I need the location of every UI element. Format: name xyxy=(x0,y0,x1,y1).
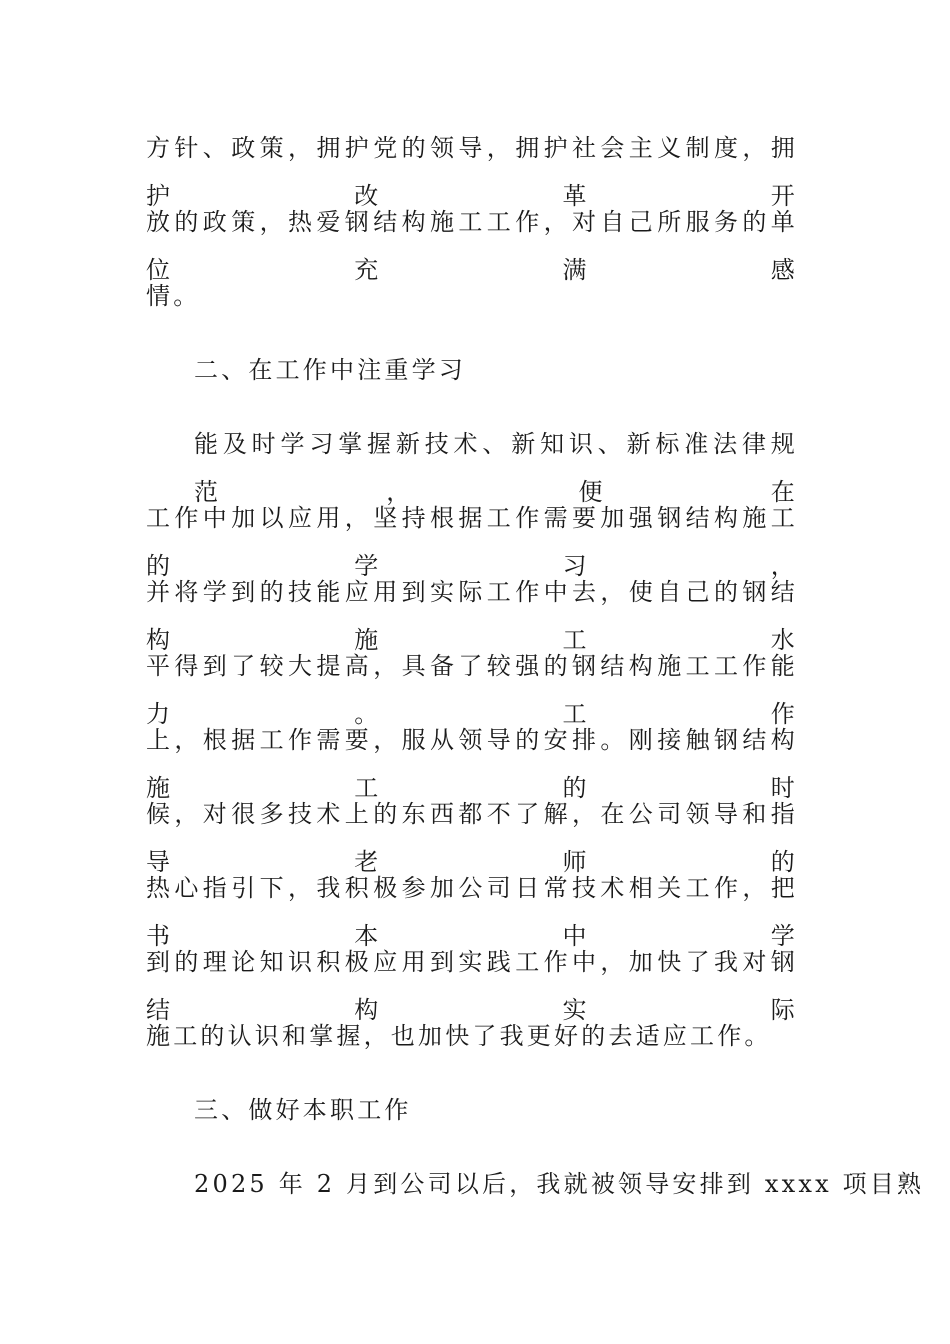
body-line-11: 热心指引下，我积极参加公司日常技术相关工作，把书本中学 xyxy=(146,874,798,950)
section-heading-3: 三、做好本职工作 xyxy=(194,1096,412,1124)
body-line-10: 候，对很多技术上的东西都不了解，在公司领导和指导老师的 xyxy=(146,800,798,876)
body-line-7: 并将学到的技能应用到实际工作中去，使自己的钢结构施工水 xyxy=(146,578,798,654)
body-line-6: 工作中加以应用，坚持根据工作需要加强钢结构施工的学习， xyxy=(146,504,798,580)
body-line-15: 2025 年 2 月到公司以后，我就被领导安排到 xxxx 项目熟 xyxy=(194,1170,925,1198)
body-line-2: 放的政策，热爱钢结构施工工作，对自己所服务的单位充满感 xyxy=(146,208,798,284)
section-heading-2: 二、在工作中注重学习 xyxy=(194,356,466,384)
body-line-3: 情。 xyxy=(146,282,201,310)
body-line-9: 上，根据工作需要，服从领导的安排。刚接触钢结构施工的时 xyxy=(146,726,798,802)
body-line-8: 平得到了较大提高，具备了较强的钢结构施工工作能力。工作 xyxy=(146,652,798,728)
body-line-13: 施工的认识和掌握，也加快了我更好的去适应工作。 xyxy=(146,1022,772,1050)
body-line-12: 到的理论知识积极应用到实践工作中，加快了我对钢结构实际 xyxy=(146,948,798,1024)
body-line-5: 能及时学习掌握新技术、新知识、新标准法律规范，便在 xyxy=(194,430,798,506)
document-body xyxy=(146,124,925,1234)
body-line-1: 方针、政策，拥护党的领导，拥护社会主义制度，拥护改革开 xyxy=(146,134,798,210)
